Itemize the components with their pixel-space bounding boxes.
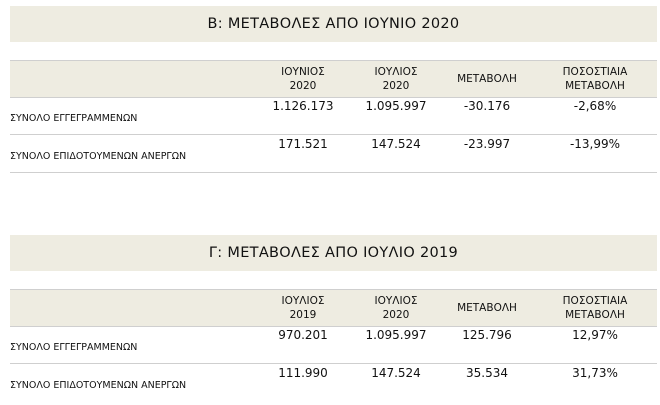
cell-value: 125.796 [462,328,512,342]
cell-value: -13,99% [569,137,621,151]
cell-value: 171.521 [278,137,328,151]
table-row [10,135,657,173]
section-c-title: Γ: ΜΕΤΑΒΟΛΕΣ ΑΠΟ ΙΟΥΛΙΟ 2019 [10,235,657,271]
cell-value: 147.524 [371,366,421,380]
header-col-3: ΜΕΤΑΒΟΛΗ [457,302,517,314]
header-col-4: ΠΟΣΟΣΤΙΑΙΑ ΜΕΤΑΒΟΛΗ [562,66,628,92]
header-col-1: ΙΟΥΝΙΟΣ 2020 [281,66,325,92]
cell-value: 31,73% [572,366,618,380]
row-label: ΣΥΝΟΛΟ ΕΠΙΔΟΤΟΥΜΕΝΩΝ ΑΝΕΡΓΩΝ [10,380,187,391]
table-header-row [10,60,657,98]
cell-value: 1.126.173 [272,99,334,113]
cell-value: 147.524 [371,137,421,151]
cell-value: -23.997 [463,137,511,151]
cell-value: 12,97% [572,328,618,342]
cell-value: -30.176 [463,99,511,113]
row-label: ΣΥΝΟΛΟ ΕΓΓΕΓΡΑΜΜΕΝΩΝ [10,113,138,124]
header-col-1: ΙΟΥΛΙΟΣ 2019 [281,295,325,321]
cell-value: 1.095.997 [365,328,427,342]
header-col-3: ΜΕΤΑΒΟΛΗ [457,73,517,85]
header-col-2: ΙΟΥΛΙΟΣ 2020 [374,66,418,92]
header-col-2: ΙΟΥΛΙΟΣ 2020 [374,295,418,321]
header-col-4: ΠΟΣΟΣΤΙΑΙΑ ΜΕΤΑΒΟΛΗ [562,295,628,321]
cell-value: -2,68% [573,99,617,113]
table-row [10,326,657,364]
section-b-title: Β: ΜΕΤΑΒΟΛΕΣ ΑΠΟ ΙΟΥΝΙΟ 2020 [10,6,657,42]
cell-value: 1.095.997 [365,99,427,113]
table-row [10,364,657,401]
table-header-row [10,289,657,327]
row-label: ΣΥΝΟΛΟ ΕΠΙΔΟΤΟΥΜΕΝΩΝ ΑΝΕΡΓΩΝ [10,151,187,162]
cell-value: 35.534 [466,366,508,380]
cell-value: 970.201 [278,328,328,342]
row-label: ΣΥΝΟΛΟ ΕΓΓΕΓΡΑΜΜΕΝΩΝ [10,342,138,353]
table-row [10,97,657,135]
cell-value: 111.990 [278,366,328,380]
